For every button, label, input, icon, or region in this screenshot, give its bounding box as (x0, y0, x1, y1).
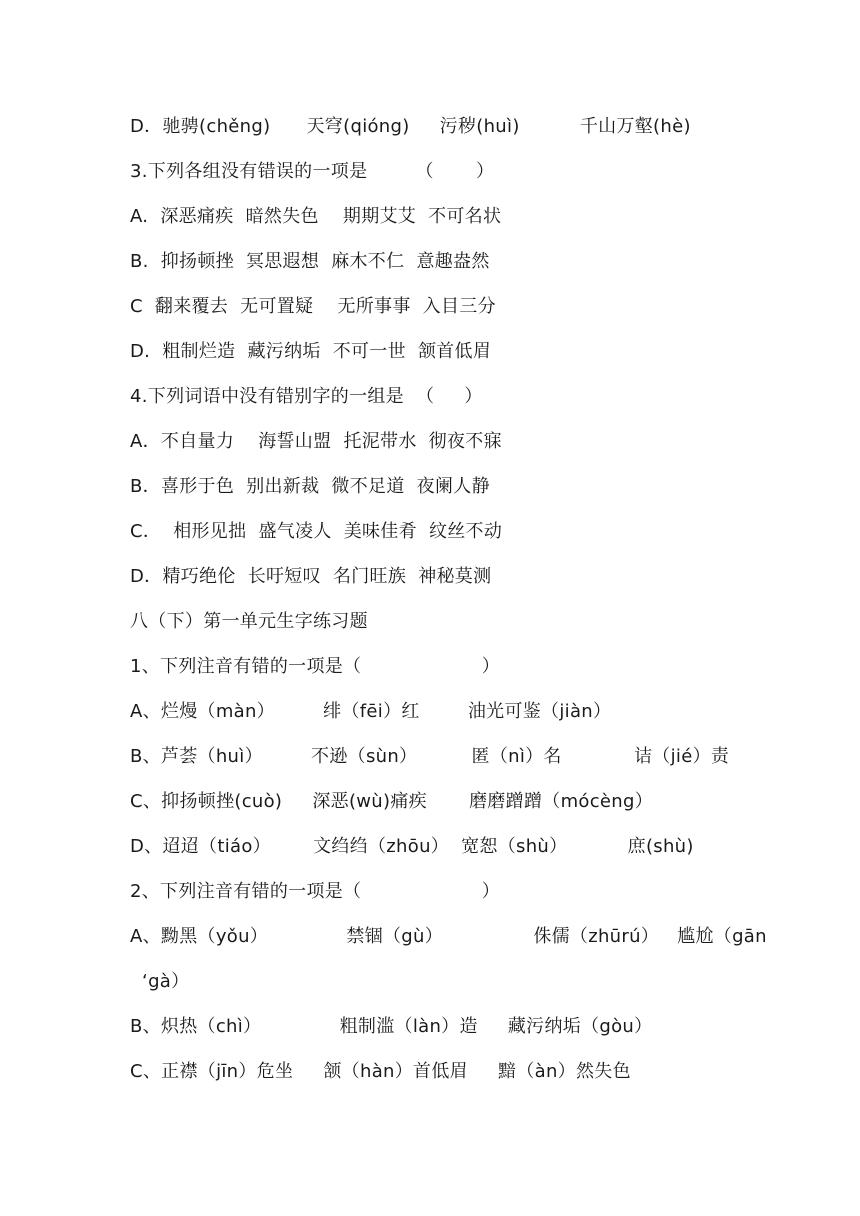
option-d-line: D. 粗制烂造 藏污纳垢 不可一世 颔首低眉 (130, 341, 492, 362)
question-2: 2、下列注音有错的一项是（ ） (130, 881, 501, 902)
option-b-line: B、芦荟（huì） 不逊（sùn） 匿（nì）名 诘（jié）责 (130, 746, 730, 767)
option-c-line: C 翻来覆去 无可置疑 无所事事 入目三分 (130, 296, 496, 317)
option-a-line: A、黝黑（yǒu） 禁锢（gù） 侏儒（zhūrú） 尴尬（gān (130, 926, 767, 947)
section-heading: 八（下）第一单元生字练习题 (130, 611, 368, 632)
option-a-line: A. 深恶痛疾 暗然失色 期期艾艾 不可名状 (130, 206, 502, 227)
question-1: 1、下列注音有错的一项是（ ） (130, 656, 501, 677)
option-a-line: A．不自量力 海誓山盟 托泥带水 彻夜不寐 (130, 431, 502, 452)
option-b-line: B. 抑扬顿挫 冥思遐想 麻木不仁 意趣盎然 (130, 251, 490, 272)
option-a-line: A、烂熳（màn） 绯（fēi）红 油光可鉴（jiàn） (130, 701, 612, 722)
option-c-line: C、抑扬顿挫(cuò) 深恶(wù)痛疾 磨磨蹭蹭（mócèng） (130, 791, 654, 812)
option-a-continuation: ‘gà） (130, 971, 190, 992)
option-d-line: D、迢迢（tiáo） 文绉绉（zhōu） 宽恕（shù） 庶(shù) (130, 836, 694, 857)
option-b-line: B、炽热（chì） 粗制滥（làn）造 藏污纳垢（gòu） (130, 1016, 653, 1037)
option-c-line: C． 相形见拙 盛气凌人 美味佳肴 纹丝不动 (130, 521, 503, 542)
option-b-line: B．喜形于色 别出新裁 微不足道 夜阑人静 (130, 476, 490, 497)
option-d-line: D．驰骋(chěng) 天穹(qióng) 污秽(huì) 千山万壑(hè) (130, 116, 691, 137)
question-3: 3.下列各组没有错误的一项是 （ ） (130, 161, 495, 182)
option-d-line: D．精巧绝伦 长吁短叹 名门旺族 神秘莫测 (130, 566, 492, 587)
question-4: 4.下列词语中没有错别字的一组是 （ ） (130, 386, 483, 407)
option-c-line: C、正襟（jīn）危坐 颔（hàn）首低眉 黯（àn）然失色 (130, 1061, 631, 1082)
